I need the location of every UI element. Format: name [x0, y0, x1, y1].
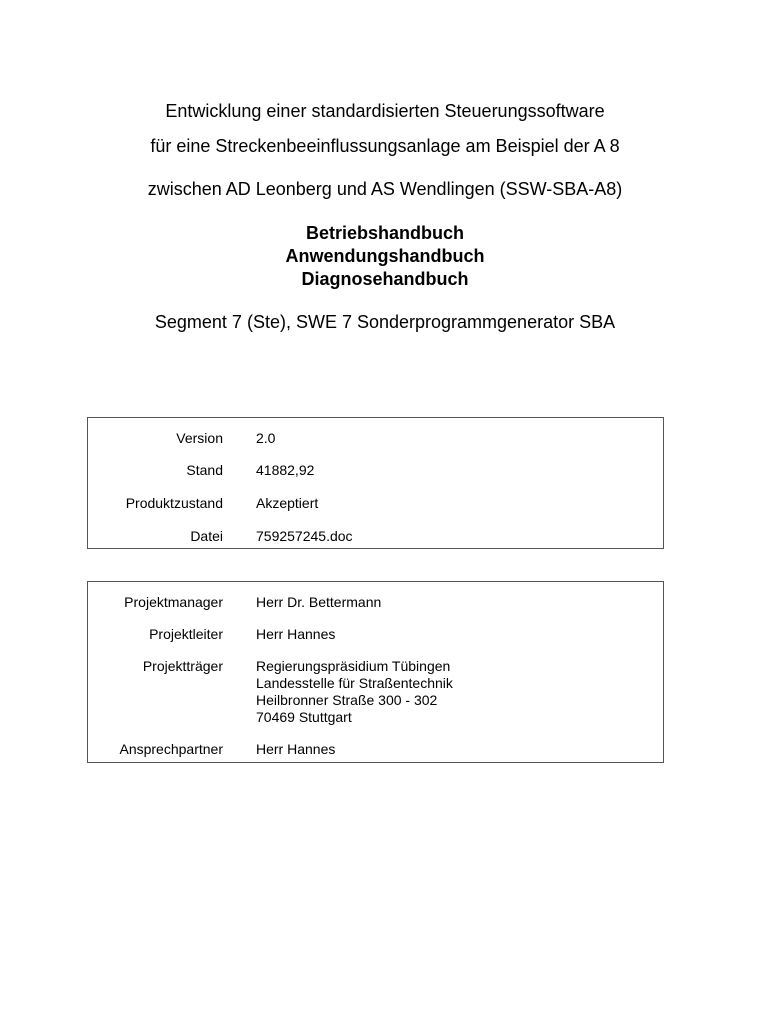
title-line-3: zwischen AD Leonberg und AS Wendlingen (SSW-SBA-A8) — [147, 179, 623, 199]
address-line: Regierungspräsidium Tübingen — [256, 658, 451, 674]
stand-label: Stand — [186, 462, 223, 478]
ansprechpartner-label: Ansprechpartner — [119, 741, 223, 757]
version-value: 2.0 — [256, 430, 276, 446]
datei-label: Datei — [190, 528, 223, 544]
handbook-title-2: Anwendungshandbuch — [285, 246, 485, 266]
produktzustand-value: Akzeptiert — [256, 495, 319, 511]
title-line-1: Entwicklung einer standardisierten Steuerungssoftware — [165, 101, 605, 121]
projekttraeger-label: Projektträger — [142, 658, 223, 674]
handbook-title-3: Diagnosehandbuch — [301, 269, 469, 289]
address-line: Heilbronner Straße 300 - 302 — [256, 692, 438, 708]
document-info-box — [87, 417, 664, 549]
title-line-2: für eine Streckenbeeinflussungsanlage am Beispiel der A 8 — [150, 136, 620, 156]
projektleiter-label: Projektleiter — [149, 626, 223, 642]
version-label: Version — [176, 430, 223, 446]
address-line: 70469 Stuttgart — [256, 709, 352, 725]
segment-title: Segment 7 (Ste), SWE 7 Sonderprogrammgenerator SBA — [154, 312, 616, 332]
projekttraeger-address — [256, 658, 453, 726]
address-line: Landesstelle für Straßentechnik — [256, 675, 453, 691]
datei-value: 759257245.doc — [256, 528, 353, 544]
handbook-title-1: Betriebshandbuch — [305, 223, 465, 243]
project-info-box — [87, 581, 664, 763]
projektleiter-value: Herr Hannes — [256, 626, 336, 642]
stand-value: 41882,92 — [256, 462, 315, 478]
projektmanager-value: Herr Dr. Bettermann — [256, 594, 382, 610]
produktzustand-label: Produktzustand — [125, 495, 223, 511]
ansprechpartner-value: Herr Hannes — [256, 741, 336, 757]
projektmanager-label: Projektmanager — [124, 594, 223, 610]
